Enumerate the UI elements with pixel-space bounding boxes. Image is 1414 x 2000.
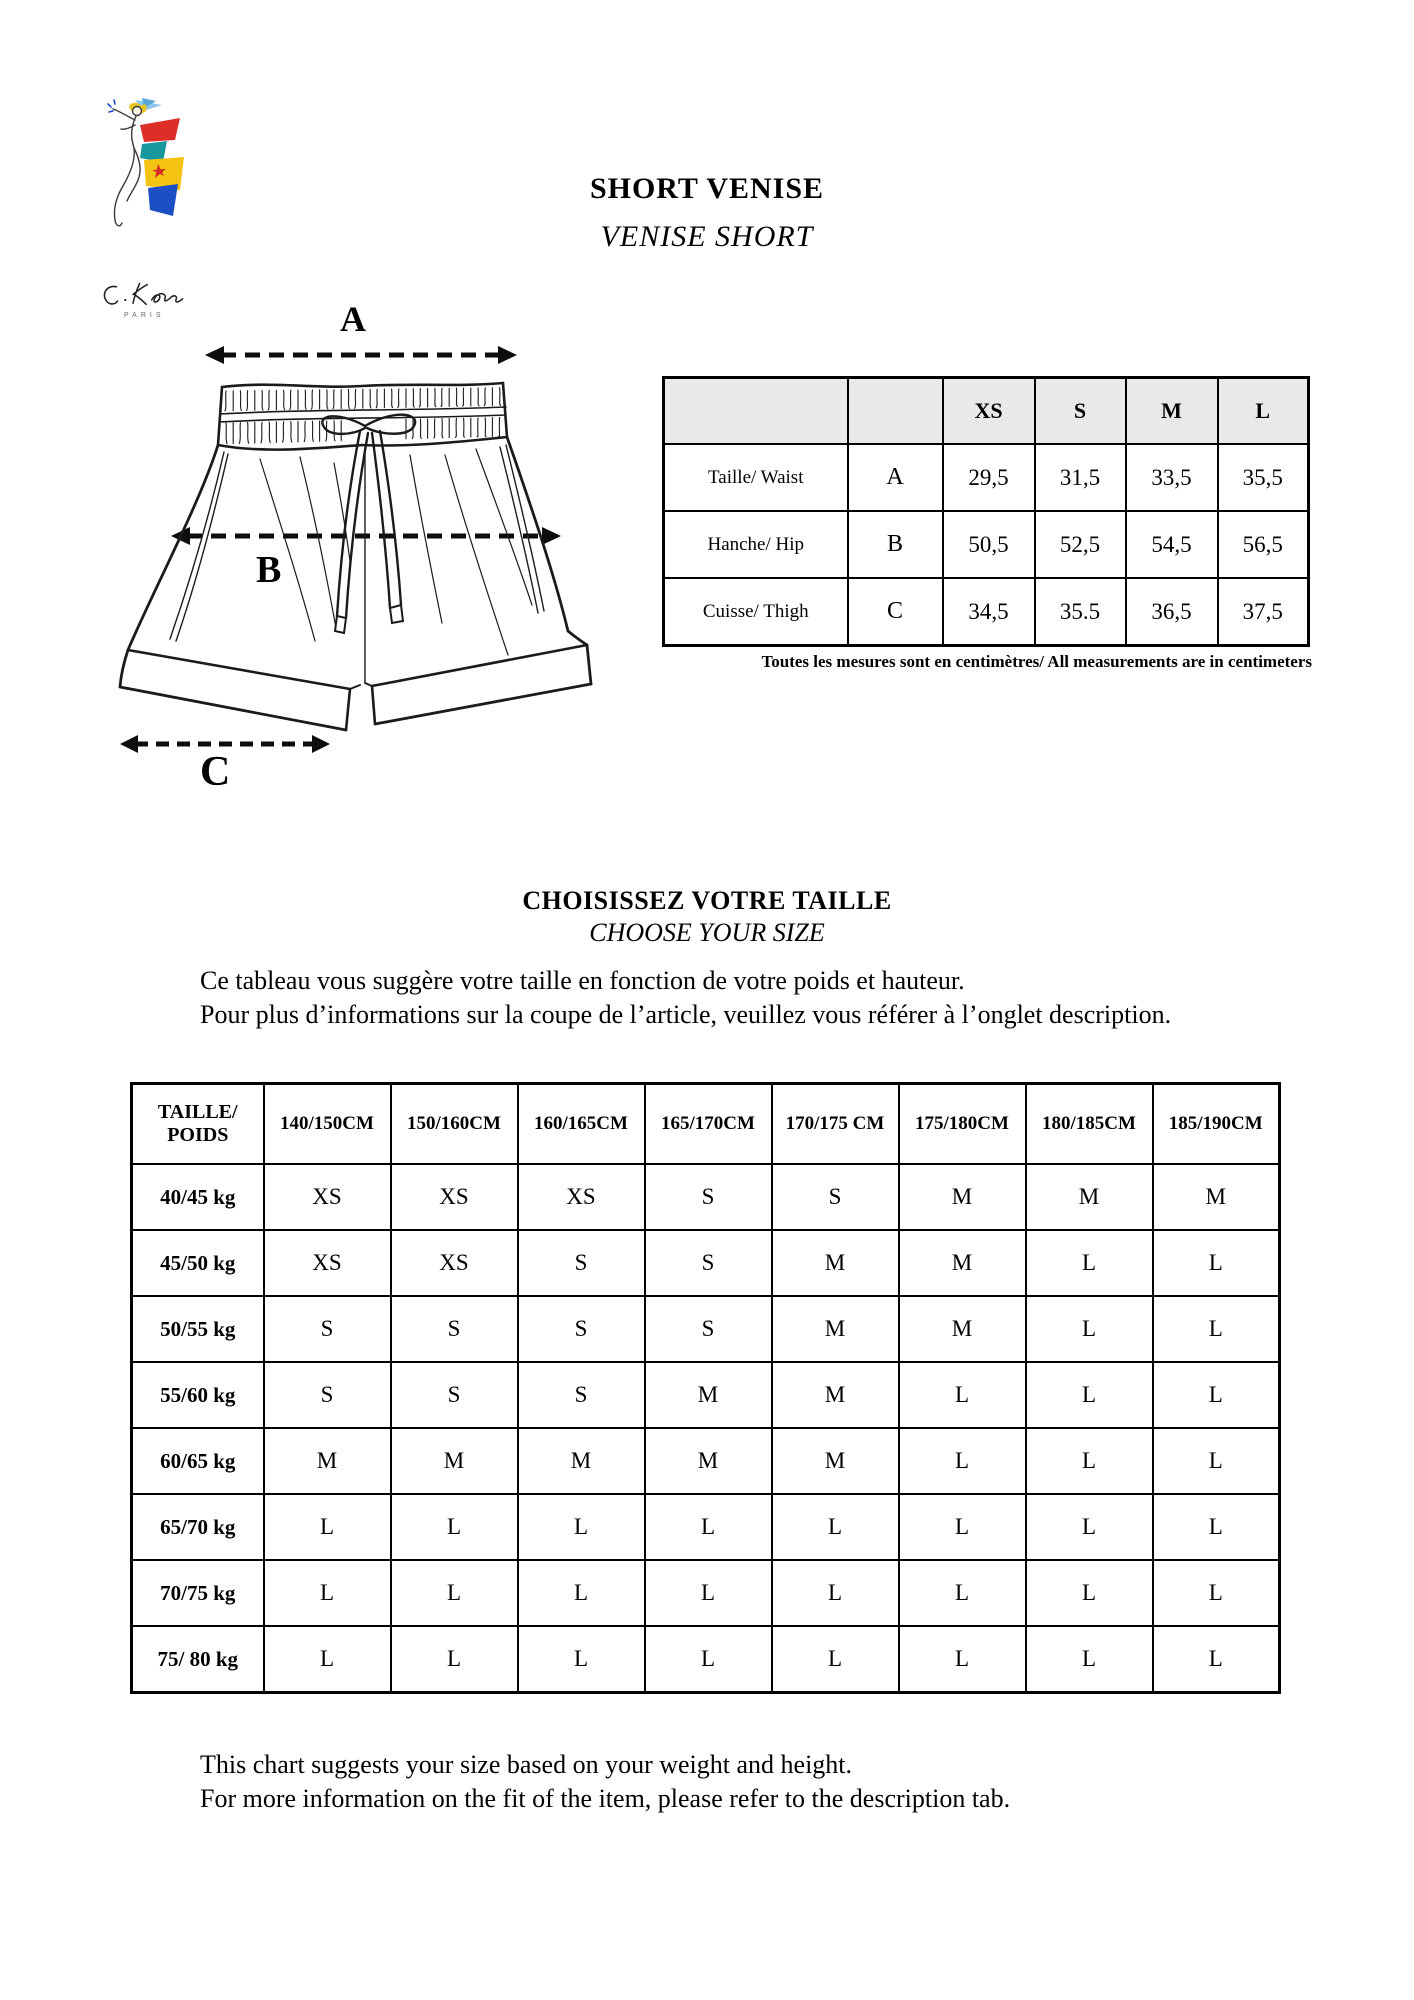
size-value-cell: L <box>1026 1560 1153 1626</box>
size-chart-body <box>132 1164 1280 1693</box>
size-value-cell: XS <box>518 1164 645 1230</box>
weight-label-cell: 40/45 kg <box>132 1164 264 1230</box>
size-value-cell: M <box>1153 1164 1280 1230</box>
size-value-cell: S <box>264 1362 391 1428</box>
size-value-cell: M <box>899 1296 1026 1362</box>
size-chart-corner-cell <box>132 1084 264 1165</box>
size-value-cell: L <box>645 1494 772 1560</box>
size-value-cell: L <box>899 1362 1026 1428</box>
height-header-cell: 175/180CM <box>899 1084 1026 1165</box>
size-chart-row <box>132 1626 1280 1693</box>
size-value-cell: M <box>772 1428 899 1494</box>
measurement-row <box>664 578 1309 646</box>
height-header-cell: 185/190CM <box>1153 1084 1280 1165</box>
brand-signature <box>100 280 210 310</box>
size-value-cell: L <box>1153 1230 1280 1296</box>
size-value-cell: M <box>264 1428 391 1494</box>
measure-label-cell: Taille/ Waist <box>664 444 848 511</box>
measure-value-cell: 34,5 <box>943 578 1035 646</box>
measurements-header-row <box>664 378 1309 445</box>
weight-label-cell: 60/65 kg <box>132 1428 264 1494</box>
size-chart-row <box>132 1362 1280 1428</box>
empty-header-cell <box>848 378 943 445</box>
size-value-cell: M <box>772 1296 899 1362</box>
size-value-cell: L <box>1026 1362 1153 1428</box>
weight-label-cell: 75/ 80 kg <box>132 1626 264 1693</box>
size-value-cell: S <box>518 1296 645 1362</box>
size-value-cell: S <box>264 1296 391 1362</box>
size-value-cell: S <box>645 1164 772 1230</box>
size-value-cell: L <box>899 1626 1026 1693</box>
size-value-cell: XS <box>391 1230 518 1296</box>
intro-line-1: Ce tableau vous suggère votre taille en fonction de votre poids et hauteur. <box>200 966 965 995</box>
size-value-cell: L <box>1026 1428 1153 1494</box>
weight-label-cell: 55/60 kg <box>132 1362 264 1428</box>
size-value-cell: L <box>264 1560 391 1626</box>
measure-value-cell: 36,5 <box>1126 578 1218 646</box>
brand-city-label: PARIS <box>124 312 165 319</box>
size-value-cell: L <box>1026 1626 1153 1693</box>
height-header-cell: 170/175 CM <box>772 1084 899 1165</box>
size-value-cell: S <box>518 1362 645 1428</box>
size-chart-row <box>132 1428 1280 1494</box>
size-value-cell: L <box>391 1626 518 1693</box>
size-value-cell: L <box>391 1560 518 1626</box>
section-heading-en: CHOOSE YOUR SIZE <box>589 918 825 947</box>
size-value-cell: XS <box>391 1164 518 1230</box>
size-value-cell: S <box>645 1296 772 1362</box>
size-value-cell: L <box>391 1494 518 1560</box>
size-value-cell: L <box>1153 1362 1280 1428</box>
size-value-cell: L <box>1153 1560 1280 1626</box>
arrow-a <box>205 343 517 367</box>
brand-logo <box>100 98 230 319</box>
page-title: SHORT VENISE <box>589 172 825 205</box>
height-header-cell: 140/150CM <box>264 1084 391 1165</box>
weight-label-cell: 45/50 kg <box>132 1230 264 1296</box>
measure-label-cell: Hanche/ Hip <box>664 511 848 578</box>
measure-label-cell: Cuisse/ Thigh <box>664 578 848 646</box>
size-chart-row <box>132 1164 1280 1230</box>
weight-label-cell: 50/55 kg <box>132 1296 264 1362</box>
size-value-cell: S <box>518 1230 645 1296</box>
measure-value-cell: 52,5 <box>1035 511 1126 578</box>
height-header-cell: 150/160CM <box>391 1084 518 1165</box>
intro-paragraph-fr <box>200 964 1300 1032</box>
measure-value-cell: 33,5 <box>1126 444 1218 511</box>
size-value-cell: M <box>518 1428 645 1494</box>
size-value-cell: XS <box>264 1230 391 1296</box>
size-header-cell: S <box>1035 378 1126 445</box>
outro-line-2: For more information on the fit of the item, please refer to the description tab. <box>200 1784 1011 1813</box>
size-value-cell: L <box>645 1626 772 1693</box>
measure-value-cell: 37,5 <box>1218 578 1309 646</box>
size-value-cell: L <box>1153 1428 1280 1494</box>
measure-letter-cell: A <box>848 444 943 511</box>
size-value-cell: L <box>899 1494 1026 1560</box>
size-value-cell: S <box>645 1230 772 1296</box>
size-value-cell: L <box>772 1626 899 1693</box>
measure-value-cell: 35,5 <box>1218 444 1309 511</box>
measurements-table-body <box>664 444 1309 646</box>
size-header-cell: M <box>1126 378 1218 445</box>
measure-value-cell: 31,5 <box>1035 444 1126 511</box>
measurement-row <box>664 444 1309 511</box>
height-header-cell: 180/185CM <box>1026 1084 1153 1165</box>
size-value-cell: M <box>391 1428 518 1494</box>
page-subtitle: VENISE SHORT <box>600 220 814 253</box>
size-value-cell: M <box>645 1362 772 1428</box>
size-value-cell: XS <box>264 1164 391 1230</box>
corner-line-1: TAILLE/ <box>157 1101 238 1123</box>
height-header-cell: 160/165CM <box>518 1084 645 1165</box>
corner-line-2: POIDS <box>167 1124 229 1146</box>
measure-value-cell: 56,5 <box>1218 511 1309 578</box>
size-value-cell: L <box>645 1560 772 1626</box>
size-value-cell: L <box>518 1626 645 1693</box>
size-value-cell: L <box>1153 1626 1280 1693</box>
size-value-cell: L <box>1153 1494 1280 1560</box>
empty-header-cell <box>664 378 848 445</box>
size-header-cell: XS <box>943 378 1035 445</box>
measure-value-cell: 35.5 <box>1035 578 1126 646</box>
outro-line-1: This chart suggests your size based on your weight and height. <box>200 1750 853 1779</box>
size-chart-row <box>132 1560 1280 1626</box>
size-value-cell: M <box>1026 1164 1153 1230</box>
weight-label-cell: 70/75 kg <box>132 1560 264 1626</box>
size-value-cell: S <box>391 1296 518 1362</box>
measure-value-cell: 50,5 <box>943 511 1035 578</box>
dimension-label-c: C <box>200 749 231 795</box>
size-value-cell: L <box>518 1560 645 1626</box>
section-heading-fr: CHOISISSEZ VOTRE TAILLE <box>522 886 892 915</box>
measurements-table <box>662 376 1310 647</box>
size-value-cell: S <box>391 1362 518 1428</box>
measurement-row <box>664 511 1309 578</box>
measurements-note: Toutes les mesures sont en centimètres/ All measurements are in centimeters <box>761 652 1312 671</box>
size-value-cell: L <box>1026 1494 1153 1560</box>
height-header-cell: 165/170CM <box>645 1084 772 1165</box>
size-value-cell: M <box>772 1230 899 1296</box>
size-value-cell: L <box>772 1560 899 1626</box>
size-chart-row <box>132 1494 1280 1560</box>
size-chart-row <box>132 1296 1280 1362</box>
size-chart-header-row <box>132 1084 1280 1165</box>
size-value-cell: L <box>899 1560 1026 1626</box>
brand-figure-illustration <box>100 98 210 273</box>
dimension-label-a: A <box>340 299 366 339</box>
size-value-cell: L <box>772 1494 899 1560</box>
size-header-cell: L <box>1218 378 1309 445</box>
size-value-cell: L <box>264 1494 391 1560</box>
size-chart-row <box>132 1230 1280 1296</box>
measure-value-cell: 29,5 <box>943 444 1035 511</box>
size-value-cell: L <box>518 1494 645 1560</box>
size-value-cell: L <box>1026 1296 1153 1362</box>
outro-paragraph-en <box>200 1748 1300 1816</box>
measure-value-cell: 54,5 <box>1126 511 1218 578</box>
intro-line-2: Pour plus d’informations sur la coupe de l’article, veuillez vous référer à l’onglet description. <box>200 1000 1172 1029</box>
size-value-cell: M <box>899 1230 1026 1296</box>
size-value-cell: M <box>772 1362 899 1428</box>
size-value-cell: M <box>899 1164 1026 1230</box>
size-value-cell: L <box>1026 1230 1153 1296</box>
size-value-cell: L <box>899 1428 1026 1494</box>
shorts-sketch <box>110 373 600 745</box>
size-value-cell: M <box>645 1428 772 1494</box>
measure-letter-cell: C <box>848 578 943 646</box>
weight-label-cell: 65/70 kg <box>132 1494 264 1560</box>
size-value-cell: L <box>264 1626 391 1693</box>
measure-letter-cell: B <box>848 511 943 578</box>
dimension-label-b: B <box>256 549 282 591</box>
size-chart-table <box>130 1082 1281 1694</box>
size-value-cell: L <box>1153 1296 1280 1362</box>
size-value-cell: S <box>772 1164 899 1230</box>
